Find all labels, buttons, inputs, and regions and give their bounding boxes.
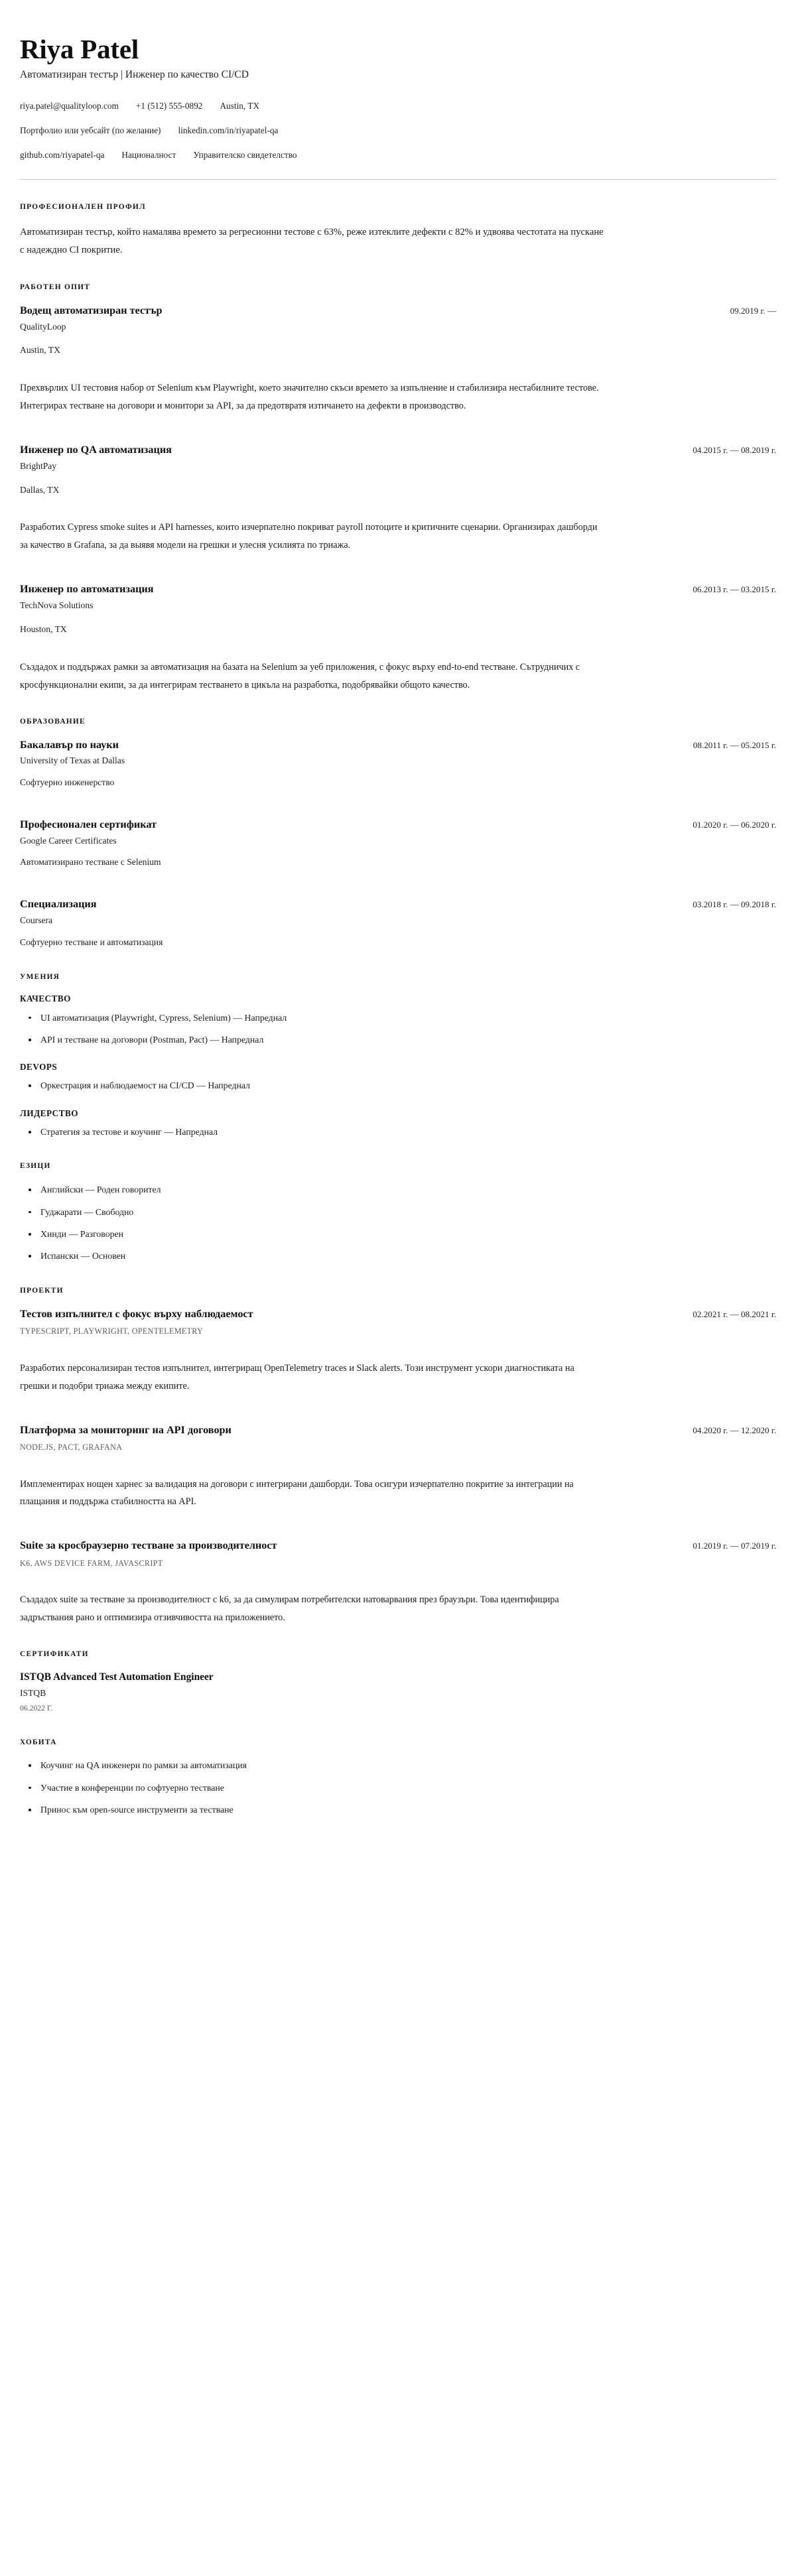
contact-item[interactable]: Националност — [121, 150, 176, 161]
entry-header-row — [20, 897, 776, 912]
summary-text: Автоматизиран тестър, който намалява времето за регресионни тестове с 63%, реже изтеклите дефекти с 82% и удвоява честотата на пускане с надеждно CI покритие. — [20, 227, 604, 256]
entry-header-row — [20, 1423, 776, 1438]
project-title: Тестов изпълнител с фокус върху наблюдаемост — [20, 1307, 253, 1320]
project-date: 02.2021 г. — 08.2021 г. — [693, 1309, 776, 1319]
contact-row — [20, 124, 776, 137]
education-date: 01.2020 г. — 06.2020 г. — [693, 819, 776, 830]
experience-description: Създадох и поддържах рамки за автоматизация на базата на Selenium за уеб приложения, с фокус върху end-to-end тестване. Сътрудничих с кросфункционални екипи, за да интегрирам тестването в цикъла на разработка, подобрявайки общото качество. — [20, 661, 580, 690]
candidate-name: Riya Patel — [20, 34, 139, 64]
section-title-languages: ЕЗИЦИ — [20, 1162, 51, 1171]
experience-organization: TechNova Solutions — [20, 600, 94, 611]
education-degree: Специализация — [20, 898, 97, 911]
entry-header-row — [20, 1539, 776, 1553]
project-entry — [20, 1307, 776, 1395]
education-field: Софтуерно инженерство — [20, 777, 115, 788]
project-tech-stack: TYPESCRIPT, PLAYWRIGHT, OPENTELEMETRY — [20, 1326, 204, 1336]
education-date: 08.2011 г. — 05.2015 г. — [693, 740, 776, 750]
section-title-summary: ПРОФЕСИОНАЛЕН ПРОФИЛ — [20, 203, 146, 212]
education-institution: Google Career Certificates — [20, 835, 117, 846]
education-list — [20, 738, 776, 950]
experience-list — [20, 304, 776, 694]
education-field: Автоматизирано тестване с Selenium — [20, 857, 161, 868]
contact-row — [20, 149, 776, 162]
experience-description: Разработих Cypress smoke suites и API harnesses, които изчерпателно покриват payroll потоците и критичните сценарии. Организирах дашборди за качество в Grafana, за да выявя модели на грешки и улесня усилията по триажа. — [20, 522, 598, 551]
project-description: Създадох suite за тестване за производителност с k6, за да симулирам потребителски натоварвания през браузъри. Това идентифицира задръствания рано и оптимизира отзивчивостта на приложението. — [20, 1594, 559, 1624]
skill-group — [20, 1108, 776, 1139]
certificate-entry — [20, 1671, 776, 1714]
hobby-item: Принос към open-source инструменти за тестване — [20, 1803, 776, 1817]
hobby-item: Участие в конференции по софтуерно тестване — [20, 1781, 776, 1795]
entry-spacer — [20, 1516, 776, 1539]
contact-item[interactable]: Портфолио или уебсайт (по желание) — [20, 125, 161, 136]
project-title: Suite за кросбраузерно тестване за производителност — [20, 1539, 277, 1552]
section-hobbies — [20, 1738, 776, 1817]
project-entry — [20, 1423, 776, 1512]
skill-items — [20, 1078, 776, 1092]
skill-group — [20, 993, 776, 1047]
hobbies-list — [20, 1758, 776, 1817]
entry-spacer — [20, 1401, 776, 1423]
contact-block — [20, 99, 776, 162]
education-degree: Професионален сертификат — [20, 818, 157, 830]
header-divider — [20, 179, 776, 180]
experience-date: 09.2019 г. — — [730, 305, 776, 316]
experience-date: 06.2013 г. — 03.2015 г. — [693, 584, 776, 595]
project-date: 04.2020 г. — 12.2020 г. — [693, 1425, 776, 1435]
skill-item: Оркестрация и наблюдаемост на CI/CD — Напреднал — [20, 1078, 776, 1092]
entry-spacer — [20, 795, 776, 818]
skill-group — [20, 1061, 776, 1093]
skill-group-title: КАЧЕСТВО — [20, 994, 71, 1004]
education-institution: University of Texas at Dallas — [20, 755, 125, 766]
projects-list — [20, 1307, 776, 1628]
skill-item: UI автоматизация (Playwright, Cypress, Selenium) — Напреднал — [20, 1011, 776, 1025]
section-languages — [20, 1161, 776, 1263]
experience-organization: BrightPay — [20, 460, 57, 471]
section-title-certificates: СЕРТИФИКАТИ — [20, 1650, 89, 1659]
contact-item[interactable]: riya.patel@qualityloop.com — [20, 101, 119, 111]
experience-location: Dallas, TX — [20, 484, 60, 495]
experience-organization: QualityLoop — [20, 321, 66, 332]
project-description: Разработих персонализиран тестов изпълнител, интегриращ OpenTelemetry traces и Slack alerts. Този инструмент ускори диагностиката на грешки и подобри триажа между екипите. — [20, 1362, 574, 1391]
language-item: Испански — Основен — [20, 1249, 776, 1263]
entry-header-row — [20, 582, 776, 597]
entry-spacer — [20, 875, 776, 897]
entry-header-row — [20, 1307, 776, 1322]
section-title-projects: ПРОЕКТИ — [20, 1286, 64, 1295]
education-field: Софтуерно тестване и автоматизация — [20, 936, 163, 947]
entry-header-row — [20, 818, 776, 832]
contact-item[interactable]: linkedin.com/in/riyapatel-qa — [178, 125, 279, 136]
contact-item[interactable]: +1 (512) 555-0892 — [135, 101, 203, 111]
hobby-item: Коучинг на QA инженери по рамки за автоматизация — [20, 1758, 776, 1772]
project-title: Платформа за мониторинг на API договори — [20, 1423, 232, 1436]
skills-groups — [20, 993, 776, 1139]
section-title-education: ОБРАЗОВАНИЕ — [20, 717, 86, 726]
language-item: Английски — Роден говорител — [20, 1183, 776, 1196]
skill-item: Стратегия за тестове и коучинг — Напреднал — [20, 1125, 776, 1139]
experience-title: Инженер по автоматизация — [20, 583, 154, 596]
experience-title: Водещ автоматизиран тестър — [20, 304, 163, 316]
entry-header-row — [20, 304, 776, 318]
entry-header-row — [20, 443, 776, 458]
section-projects — [20, 1286, 776, 1628]
experience-entry — [20, 443, 776, 554]
section-title-experience: РАБОТЕН ОПИТ — [20, 283, 91, 291]
resume-header — [20, 34, 776, 162]
skill-items — [20, 1011, 776, 1047]
contact-row — [20, 99, 776, 113]
skill-items — [20, 1125, 776, 1139]
section-skills — [20, 972, 776, 1139]
section-education — [20, 717, 776, 950]
education-entry — [20, 897, 776, 949]
contact-item[interactable]: Austin, TX — [220, 101, 260, 111]
project-tech-stack: NODE.JS, PACT, GRAFANA — [20, 1443, 123, 1452]
experience-location: Houston, TX — [20, 623, 67, 634]
entry-header-row — [20, 738, 776, 753]
certificate-title: ISTQB Advanced Test Automation Engineer — [20, 1671, 214, 1683]
candidate-headline: Автоматизиран тестър | Инженер по качество CI/CD — [20, 68, 249, 80]
experience-entry — [20, 582, 776, 694]
skill-item: API и тестване на договори (Postman, Pact) — Напреднал — [20, 1033, 776, 1047]
languages-list — [20, 1183, 776, 1263]
education-degree: Бакалавър по науки — [20, 738, 119, 751]
skill-group-title: ЛИДЕРСТВО — [20, 1108, 79, 1118]
project-tech-stack: K6, AWS DEVICE FARM, JAVASCRIPT — [20, 1559, 163, 1569]
entry-spacer — [20, 560, 776, 582]
education-entry — [20, 818, 776, 869]
education-institution: Coursera — [20, 915, 53, 926]
entry-spacer — [20, 420, 776, 443]
section-experience — [20, 283, 776, 694]
section-summary — [20, 202, 776, 260]
experience-entry — [20, 304, 776, 415]
education-date: 03.2018 г. — 09.2018 г. — [693, 899, 776, 910]
project-description: Имплементирах нощен харнес за валидация на договори с интегрирани дашборди. Това осигури изчерпателно покритие за интеграции на плащания и поддържа стабилността на API. — [20, 1478, 574, 1508]
language-item: Гуджарати — Свободно — [20, 1205, 776, 1219]
certificates-list — [20, 1671, 776, 1714]
education-entry — [20, 738, 776, 790]
section-certificates — [20, 1649, 776, 1714]
experience-location: Austin, TX — [20, 345, 60, 355]
section-title-hobbies: ХОБИТА — [20, 1738, 57, 1746]
project-entry — [20, 1539, 776, 1627]
certificate-issuer: ISTQB — [20, 1688, 46, 1699]
language-item: Хинди — Разговорен — [20, 1227, 776, 1241]
experience-date: 04.2015 г. — 08.2019 г. — [693, 445, 776, 456]
experience-title: Инженер по QA автоматизация — [20, 444, 172, 456]
section-title-skills: УМЕНИЯ — [20, 972, 60, 981]
skill-group-title: DEVOPS — [20, 1062, 58, 1072]
contact-item[interactable]: github.com/riyapatel-qa — [20, 150, 105, 161]
experience-description: Прехвърлих UI тестовия набор от Selenium към Playwright, което значително скъси времето за изпълнение и стабилизира нестабилните тестове. Интегрирах тестване на договори и монитори за API, за да предотвратя изтичането на дефекти в производство. — [20, 383, 599, 412]
project-date: 01.2019 г. — 07.2019 г. — [693, 1541, 776, 1551]
certificate-date: 06.2022 Г. — [20, 1703, 53, 1712]
contact-item[interactable]: Управителско свидетелство — [193, 150, 297, 161]
